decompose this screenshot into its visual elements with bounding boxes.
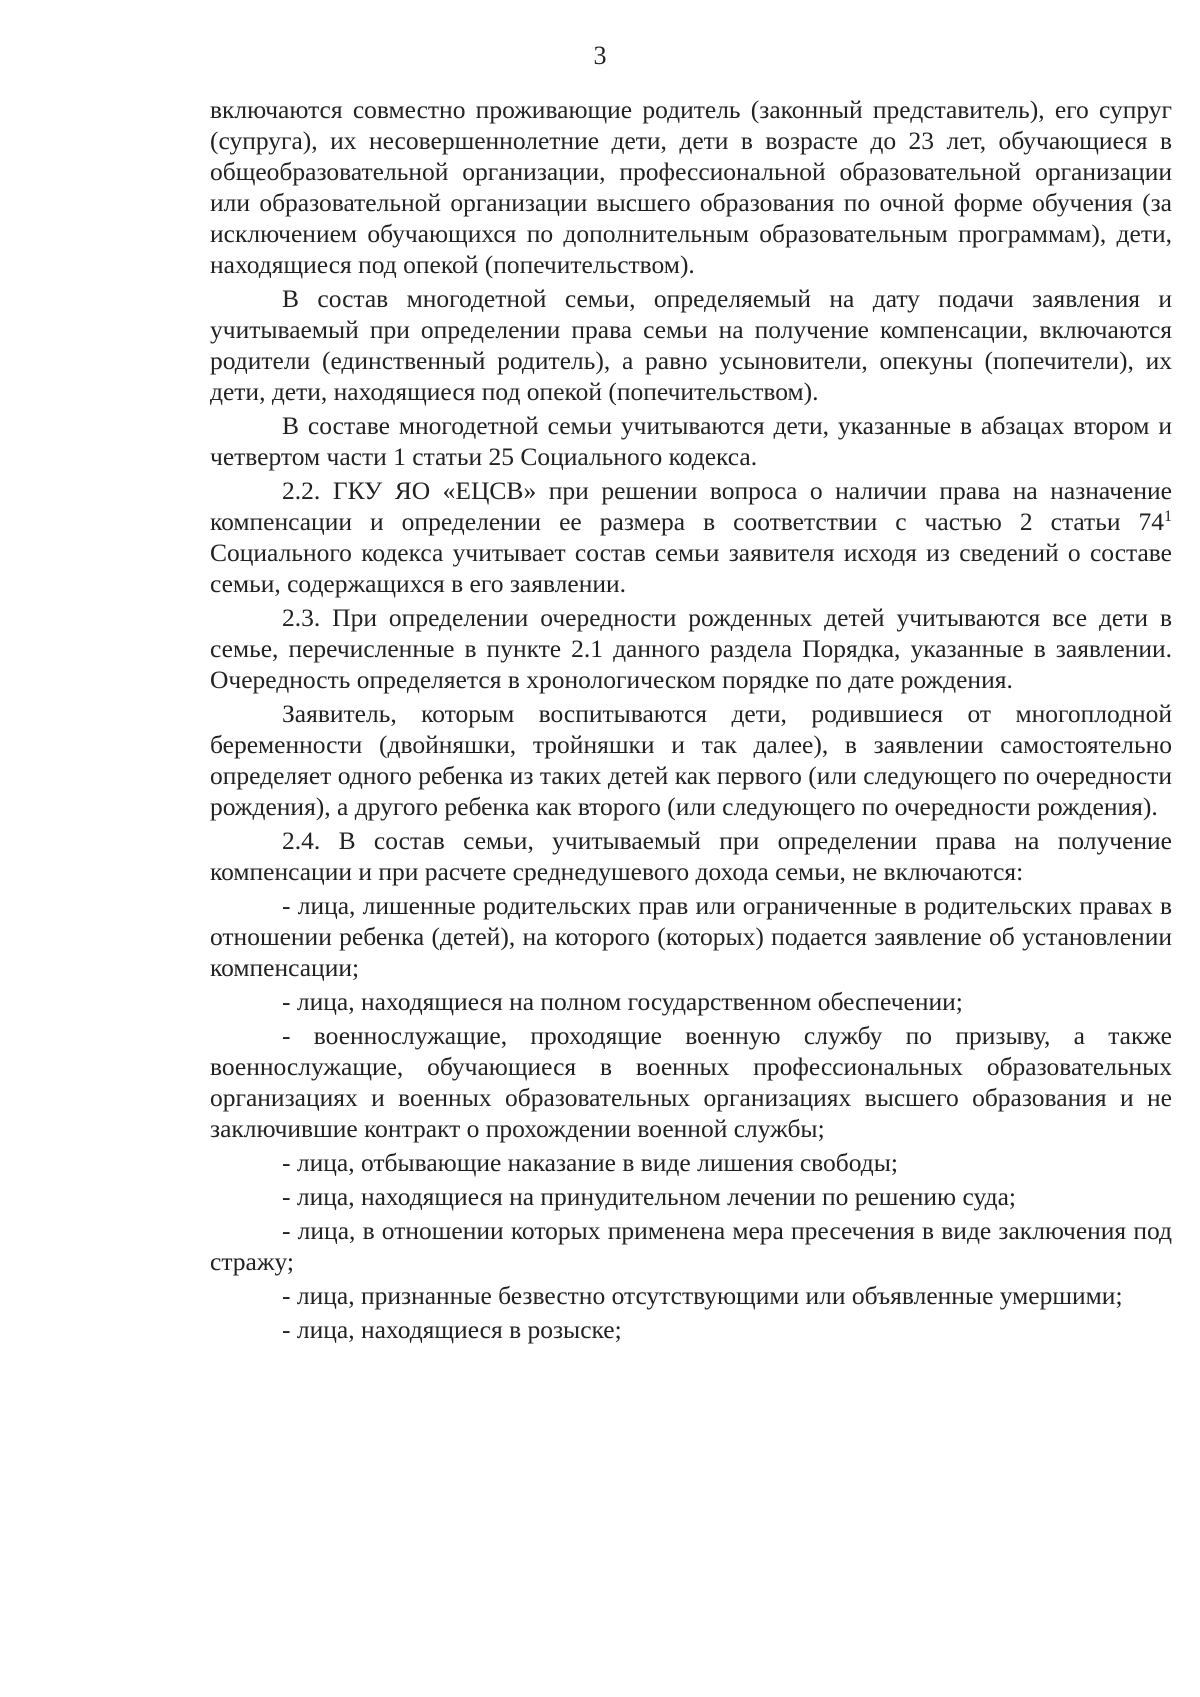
list-item-deprived-parents: - лица, лишенные родительских прав или ограниченные в родительских правах в отношении ребенка (детей), на которого (которых) подается заявление об установлении компенсации; xyxy=(210,891,1172,982)
list-item-missing-deceased: - лица, признанные безвестно отсутствующими или объявленные умершими; xyxy=(282,1281,1123,1310)
paragraph-family-composition: включаются совместно проживающие родитель (законный представитель), его супруг (супруга), их несовершеннолетние дети, дети в возрасте до 23 лет, обучающиеся в общеобразовательной организации, профессиональной образовательной организации или образовательной организации высшего образования по очной форме обучения (за исключением обучающихся по дополнительным образовательным программам), дети, находящиеся под опекой (попечительством). xyxy=(210,95,1172,279)
list-item-state-support: - лица, находящиеся на полном государственном обеспечении; xyxy=(282,987,963,1016)
list-item-military: - военнослужащие, проходящие военную службу по призыву, а также военнослужащие, обучающиеся в военных профессиональных образовательных организациях и военных образовательных организациях высшего образования и не заключившие контракт о прохождении военной службы; xyxy=(210,1021,1172,1143)
paragraph-2-2-before: 2.2. ГКУ ЯО «ЕЦСВ» при решении вопроса о наличии права на назначение компенсации и определении ее размера в соответствии с частью 2 статьи 74 xyxy=(210,476,1172,536)
list-item-custody: - лица, в отношении которых применена мера пресечения в виде заключения под стражу; xyxy=(210,1216,1172,1276)
paragraph-large-family-composition: В состав многодетной семьи, определяемый на дату подачи заявления и учитываемый при определении права семьи на получение компенсации, включаются родители (единственный родитель), а равно усыновители, опекуны (попечители), их дети, дети, находящиеся под опекой (попечительством). xyxy=(210,284,1172,406)
paragraph-2-4: 2.4. В состав семьи, учитываемый при определении права на получение компенсации и при расчете среднедушевого дохода семьи, не включаются: xyxy=(210,826,1172,886)
paragraph-2-3: 2.3. При определении очередности рожденных детей учитываются все дети в семье, перечисленные в пункте 2.1 данного раздела Порядка, указанные в заявлении. Очередность определяется в хронологическом порядке по дате рождения. xyxy=(210,603,1172,694)
article-superscript: 1 xyxy=(1164,508,1172,525)
page-number: 3 xyxy=(593,41,607,70)
paragraph-multiple-birth: Заявитель, которым воспитываются дети, родившиеся от многоплодной беременности (двойняшки, тройняшки и так далее), в заявлении самостоятельно определяет одного ребенка из таких детей как первого (или следующего по очередности рождения), а другого ребенка как второго (или следующего по очередности рождения). xyxy=(210,699,1172,821)
list-item-imprisoned: - лица, отбывающие наказание в виде лишения свободы; xyxy=(282,1148,898,1177)
paragraph-large-family-children: В составе многодетной семьи учитываются дети, указанные в абзацах втором и четвертом части 1 статьи 25 Социального кодекса. xyxy=(210,411,1172,471)
list-item-compulsory-treatment: - лица, находящиеся на принудительном лечении по решению суда; xyxy=(282,1182,1016,1211)
document-body xyxy=(210,94,1172,1345)
paragraph-2-2 xyxy=(210,475,1172,599)
paragraph-2-2-after: Социального кодекса учитывает состав семьи заявителя исходя из сведений о составе семьи, содержащихся в его заявлении. xyxy=(210,538,1172,598)
list-item-wanted: - лица, находящиеся в розыске; xyxy=(282,1315,622,1344)
